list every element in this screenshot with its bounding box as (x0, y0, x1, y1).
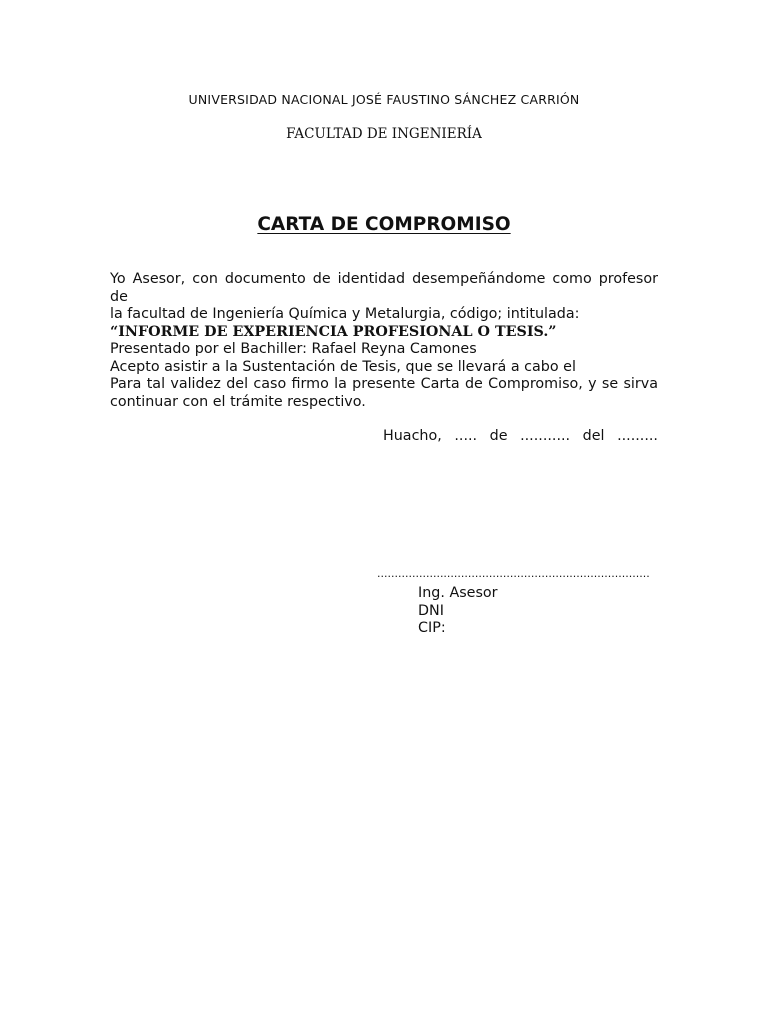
paragraph-line: Acepto asistir a la Sustentación de Tesis, que se llevará a cabo el (110, 358, 576, 375)
thesis-title: “INFORME DE EXPERIENCIA PROFESIONAL O TESIS.” (110, 323, 557, 340)
paragraph-line: Presentado por el Bachiller: Rafael Reyna Camones (110, 341, 477, 357)
date-day-blank: ..... (454, 428, 478, 444)
paragraph-line: continuar con el trámite respectivo. (110, 393, 366, 410)
signer-title: Ing. Asesor (418, 585, 498, 601)
date-year-blank: ......... (617, 428, 658, 444)
faculty-name: FACULTAD DE INGENIERÍA (286, 126, 482, 142)
paragraph-line: Yo Asesor, con documento de identidad desempeñándome como profesor de (110, 271, 658, 305)
commitment-paragraph (110, 271, 658, 341)
university-name: UNIVERSIDAD NACIONAL JOSÉ FAUSTINO SÁNCHEZ CARRIÓN (188, 92, 580, 107)
signature-block (418, 585, 498, 638)
date-place: Huacho, (383, 428, 442, 444)
document-title: CARTA DE COMPROMISO (257, 214, 511, 235)
presentation-paragraph (110, 341, 658, 411)
date-line (383, 428, 658, 444)
date-de: de (489, 428, 508, 444)
paragraph-line: Para tal validez del caso firmo la presente Carta de Compromiso, y se sirva (110, 376, 658, 392)
signature-line: .............................................................................. (377, 567, 650, 580)
paragraph-line: la facultad de Ingeniería Química y Metalurgia, código; intitulada: (110, 306, 580, 322)
date-del: del (582, 428, 605, 444)
signer-cip: CIP: (418, 620, 446, 636)
signer-dni: DNI (418, 602, 444, 619)
date-month-blank: ........... (520, 428, 571, 444)
